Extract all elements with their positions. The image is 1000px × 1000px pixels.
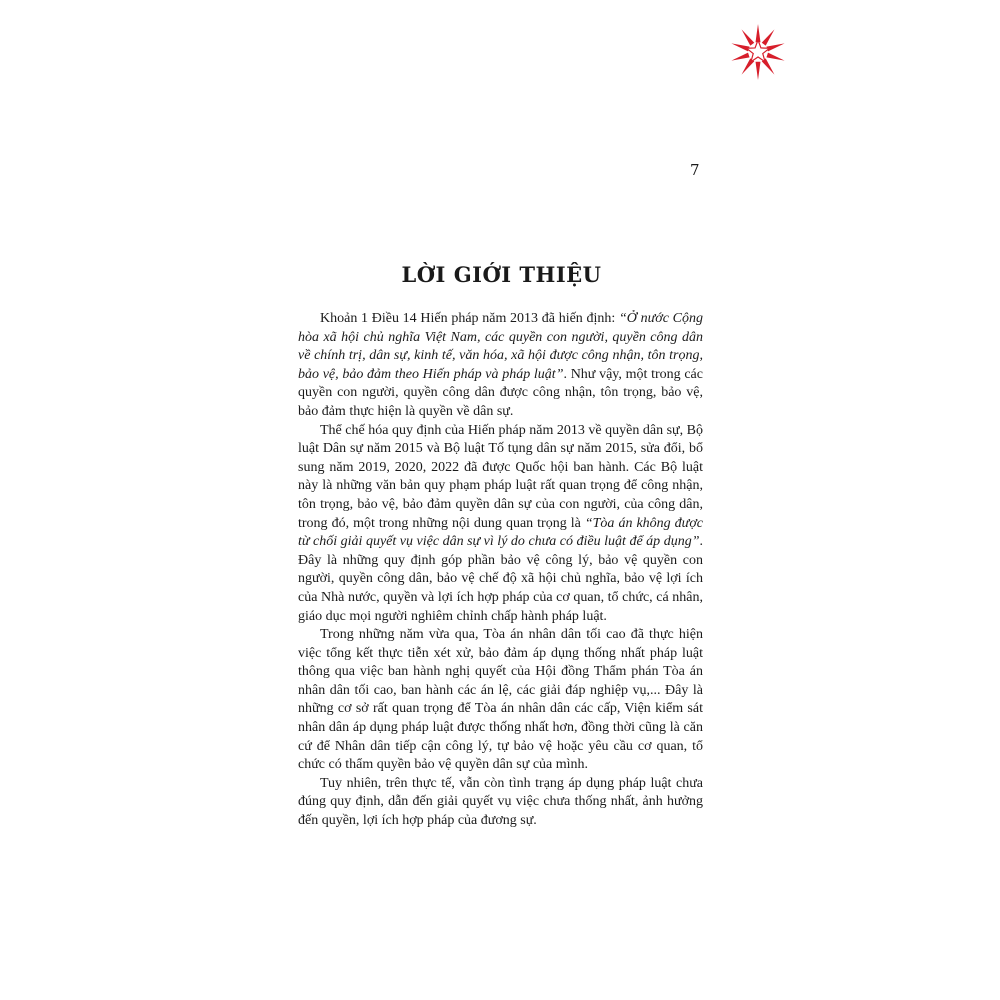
logo-petal <box>766 43 784 51</box>
logo-petal <box>766 53 784 61</box>
paragraph-4: Tuy nhiên, trên thực tế, vẫn còn tình trạng áp dụng pháp luật chưa đúng quy định, dẫn đến giải quyết vụ việc chưa thống nhất, ảnh hưởng đến quyền, lợi ích hợp pháp của đương sự. <box>298 775 703 829</box>
logo-petal <box>742 29 755 45</box>
red-star-publisher-logo-icon <box>728 22 788 82</box>
civil-code-quote: “Tòa án không được từ chối giải quyết vụ việc dân sự vì lý do chưa có điều luật để áp dụng” <box>298 515 704 550</box>
constitution-quote: “Ở nước Cộng hòa xã hội chủ nghĩa Việt Nam, các quyền con người, quyền công dân về chính trị, dân sự, kinh tế, văn hóa, xã hội được công nhận, tôn trọng, bảo vệ, bảo đảm theo Hiến pháp và pháp luật” <box>298 311 703 382</box>
paragraph-3: Trong những năm vừa qua, Tòa án nhân dân tối cao đã thực hiện việc tổng kết thực tiễn xét xử, bảo đảm áp dụng thống nhất pháp luật thông qua việc ban hành nghị quyết của Hội đồng Thẩm phán Tòa án nhân dân tối cao, ban hành các án lệ, các giải đáp nghiệp vụ,... Đây là những cơ sở rất quan trọng để Tòa án nhân dân các cấp, Viện kiểm sát nhân dân áp dụng pháp luật được thống nhất hơn, đồng thời cũng là căn cứ để Nhân dân tiếp cận công lý, tự bảo vệ hoặc yêu cầu cơ quan, tổ chức có thẩm quyền bảo vệ quyền dân sự của mình. <box>298 627 703 773</box>
logo-petal <box>756 62 761 80</box>
logo-petal <box>762 29 775 45</box>
paragraph-1: Khoản 1 Điều 14 Hiến pháp năm 2013 đã hiến định: “Ở nước Cộng hòa xã hội chủ nghĩa Việt Nam, các quyền con người, quyền công dân về chính trị, dân sự, kinh tế, văn hóa, xã hội được công nhận, tôn trọng, bảo vệ, bảo đảm theo Hiến pháp và pháp luật”. Như vậy, một trong các quyền con người, quyền công dân được công nhận, tôn trọng, bảo vệ, bảo đảm thực hiện là quyền về dân sự. <box>298 311 703 419</box>
logo-petal <box>731 53 749 61</box>
paragraph-2: Thể chế hóa quy định của Hiến pháp năm 2013 về quyền dân sự, Bộ luật Dân sự năm 2015 và Bộ luật Tố tụng dân sự năm 2015, sửa đổi, bổ sung năm 2019, 2020, 2022 đã được Quốc hội ban hành. Các Bộ luật này là những văn bản quy phạm pháp luật rất quan trọng để công nhận, tôn trọng, bảo vệ, bảo đảm quyền dân sự của con người, của công dân, trong đó, một trong những nội dung quan trọng là “Tòa án không được từ chối giải quyết vụ việc dân sự vì lý do chưa có điều luật để áp dụng”. Đây là những quy định góp phần bảo vệ công lý, bảo vệ quyền con người, quyền công dân, bảo vệ chế độ xã hội chủ nghĩa, bảo vệ lợi ích của Nhà nước, quyền và lợi ích hợp pháp của cơ quan, tổ chức, cá nhân, giáo dục mọi người nghiêm chỉnh chấp hành pháp luật. <box>298 422 704 624</box>
publisher-logo-icon <box>728 22 788 82</box>
logo-petal <box>731 43 749 51</box>
page-number: 7 <box>690 161 700 179</box>
introduction-body <box>298 310 703 831</box>
page-title: LỜI GIỚI THIỆU <box>401 262 602 287</box>
